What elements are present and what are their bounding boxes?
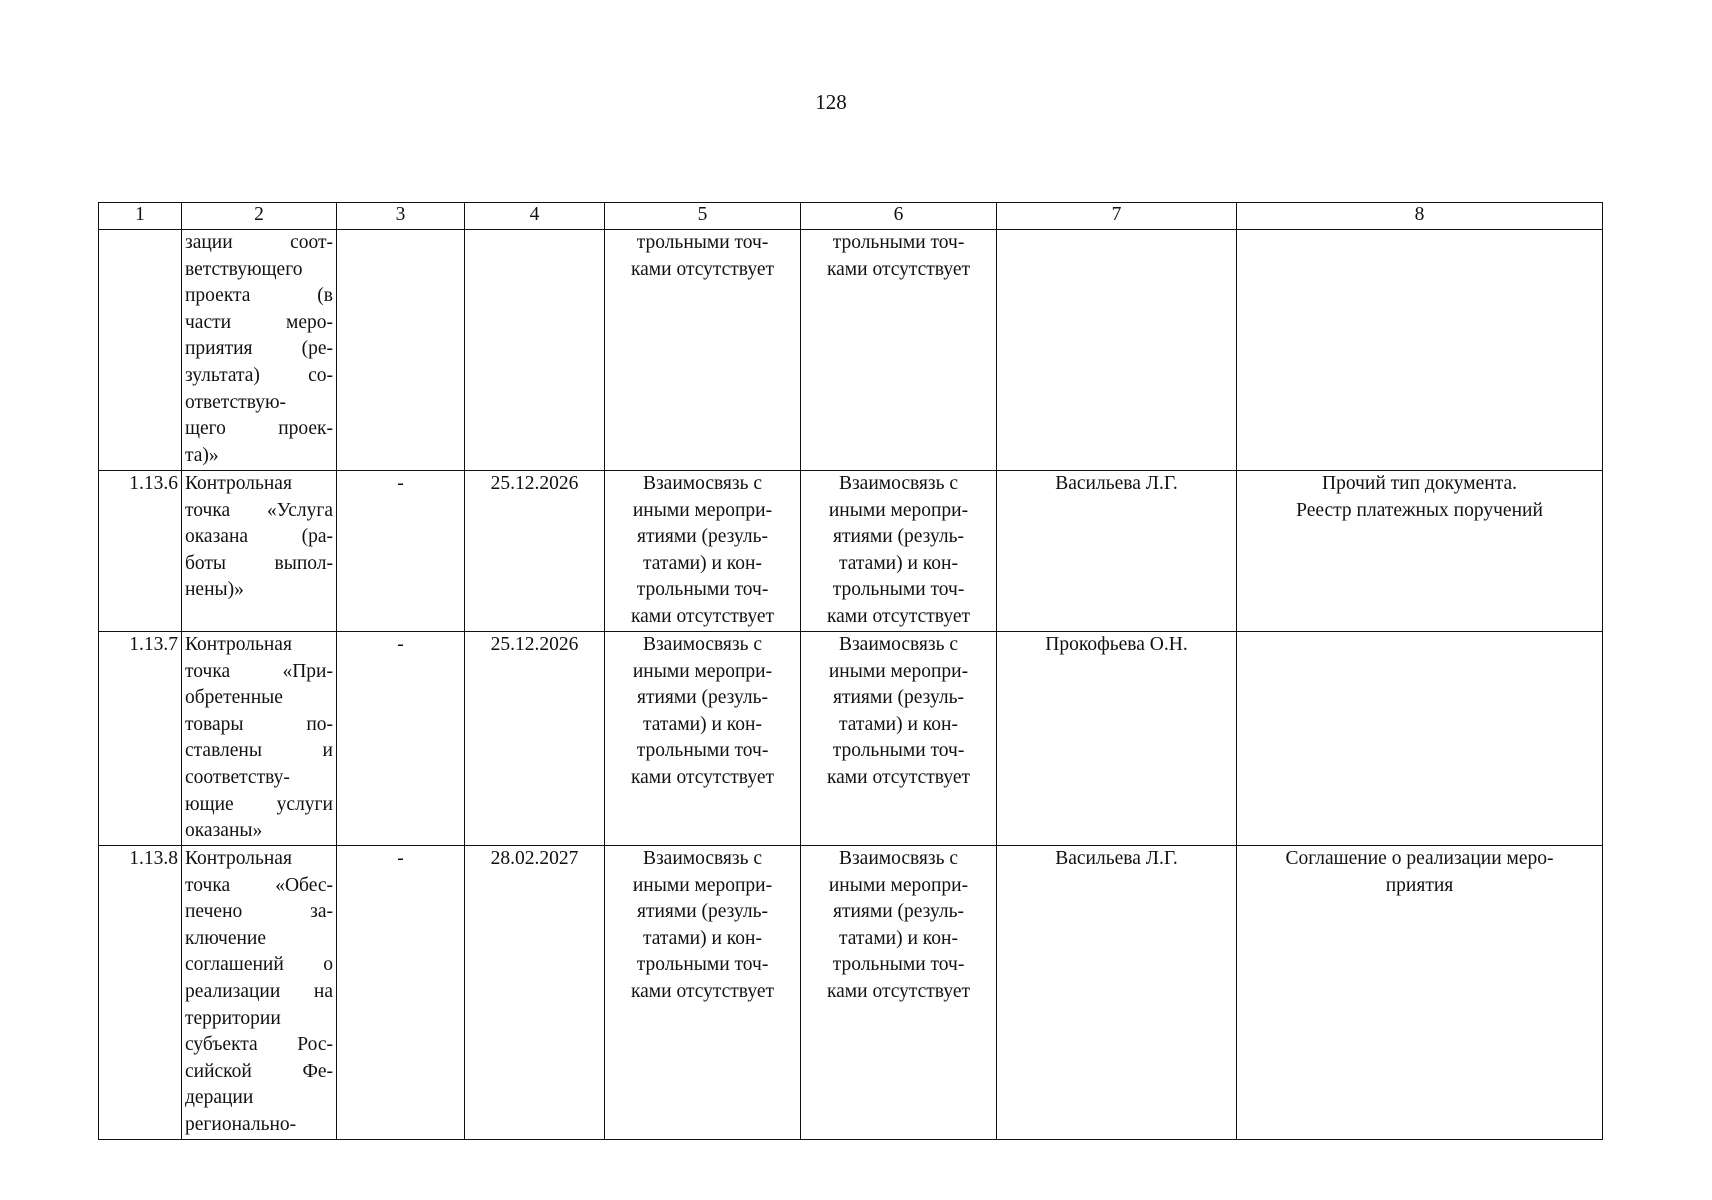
column-number: 7 [997, 203, 1237, 230]
item-name [182, 846, 337, 1140]
item-relation-predecessors-line: ками отсутствует [630, 980, 775, 1002]
item-responsible [997, 230, 1237, 471]
column-number: 3 [337, 203, 465, 230]
column-number: 4 [465, 203, 605, 230]
item-relation-predecessors-line: Взаимосвязь с [642, 634, 763, 655]
item-relation-successors-line: ками отсутствует [826, 980, 971, 1002]
item-col3: - [337, 846, 465, 1140]
item-name-line: печено за- [185, 901, 333, 923]
page-number: 128 [815, 90, 847, 114]
column-number: 8 [1237, 203, 1603, 230]
item-name-line: точка «Обес- [185, 874, 333, 896]
item-number: 1.13.8 [99, 846, 182, 1140]
item-document-line: приятия [1385, 874, 1454, 896]
item-name-line: регионально- [185, 1113, 297, 1135]
item-relation-predecessors-line: татами) и кон- [643, 927, 762, 949]
column-number-row [99, 203, 1603, 230]
item-number [99, 230, 182, 471]
item-col3: - [337, 471, 465, 632]
item-relation-predecessors [605, 846, 801, 1140]
item-name-line: обретенные [185, 687, 283, 709]
item-relation-successors [801, 846, 997, 1140]
item-name-line: соответству- [185, 766, 290, 788]
item-relation-successors-line: ками отсутствует [826, 766, 971, 788]
item-name-line: оказаны» [185, 820, 263, 842]
item-relation-predecessors-line: ятиями (резуль- [637, 526, 768, 548]
item-name-line: ветствующего [185, 258, 303, 280]
item-name-line: ответствую- [185, 391, 287, 413]
item-name-line: щего проек- [185, 418, 333, 440]
item-name-line: территории [185, 1007, 281, 1029]
item-name-line: точка «При- [185, 660, 333, 682]
item-relation-predecessors-line: трольными точ- [636, 954, 769, 976]
item-name-line: дерации [185, 1087, 254, 1109]
item-name-line: ющие услуги [185, 793, 333, 815]
item-relation-successors-line: Взаимосвязь с [838, 848, 959, 869]
item-relation-predecessors-line: татами) и кон- [643, 552, 762, 574]
item-number: 1.13.6 [99, 471, 182, 632]
item-name-line: сийской Фе- [185, 1060, 333, 1082]
column-number: 1 [99, 203, 182, 230]
item-relation-predecessors-line: трольными точ- [636, 232, 769, 253]
item-date: 25.12.2026 [465, 471, 605, 632]
item-relation-predecessors [605, 632, 801, 846]
table-row [99, 846, 1603, 1140]
item-relation-predecessors-line: иными меропри- [632, 660, 773, 682]
item-document-line: Прочий тип документа. [1322, 473, 1517, 494]
column-number: 2 [182, 203, 337, 230]
item-relation-successors-line: ками отсутствует [826, 258, 971, 280]
item-name-line: точка «Услуга [185, 499, 333, 521]
item-name-line: ставлены и [185, 740, 333, 762]
item-relation-successors-line: иными меропри- [828, 660, 969, 682]
item-date: 28.02.2027 [465, 846, 605, 1140]
table-row [99, 632, 1603, 846]
item-name-line: приятия (ре- [185, 338, 333, 360]
item-name-line: оказана (ра- [185, 526, 333, 548]
item-relation-successors-line: ятиями (резуль- [833, 687, 964, 709]
item-name-line: зации соот- [185, 232, 333, 253]
item-relation-predecessors-line: иными меропри- [632, 874, 773, 896]
item-name [182, 471, 337, 632]
item-name-line: части меро- [185, 311, 333, 333]
item-name-line: Контрольная [185, 473, 292, 494]
column-number: 6 [801, 203, 997, 230]
item-document [1237, 230, 1603, 471]
item-relation-predecessors [605, 471, 801, 632]
item-date: 25.12.2026 [465, 632, 605, 846]
item-relation-successors-line: ятиями (резуль- [833, 526, 964, 548]
item-document [1237, 846, 1603, 1140]
item-relation-successors-line: татами) и кон- [839, 552, 958, 574]
item-name-line: нены)» [185, 579, 244, 601]
item-relation-predecessors-line: ками отсутствует [630, 605, 775, 627]
column-number: 5 [605, 203, 801, 230]
item-relation-successors-line: трольными точ- [832, 579, 965, 601]
item-name-line: товары по- [185, 713, 333, 735]
item-name-line: Контрольная [185, 634, 292, 655]
item-document [1237, 632, 1603, 846]
item-relation-successors-line: Взаимосвязь с [838, 634, 959, 655]
table-row [99, 471, 1603, 632]
item-name-line: проекта (в [185, 285, 333, 307]
item-relation-predecessors-line: трольными точ- [636, 579, 769, 601]
item-relation-predecessors [605, 230, 801, 471]
item-name [182, 632, 337, 846]
item-name-line: ключение [185, 927, 267, 949]
item-relation-successors [801, 471, 997, 632]
item-relation-predecessors-line: татами) и кон- [643, 713, 762, 735]
item-name-line: боты выпол- [185, 552, 333, 574]
item-document [1237, 471, 1603, 632]
item-relation-successors-line: иными меропри- [828, 874, 969, 896]
item-name-line: Контрольная [185, 848, 292, 869]
item-name-line: субъекта Рос- [185, 1034, 333, 1056]
item-relation-successors-line: трольными точ- [832, 740, 965, 762]
item-name-line: соглашений о [185, 954, 333, 976]
item-col3 [337, 230, 465, 471]
item-relation-predecessors-line: трольными точ- [636, 740, 769, 762]
item-responsible: Прокофьева О.Н. [997, 632, 1237, 846]
item-name [182, 230, 337, 471]
item-relation-successors-line: татами) и кон- [839, 713, 958, 735]
item-responsible: Васильева Л.Г. [997, 846, 1237, 1140]
item-relation-predecessors-line: ятиями (резуль- [637, 901, 768, 923]
item-relation-predecessors-line: Взаимосвязь с [642, 848, 763, 869]
item-relation-predecessors-line: ками отсутствует [630, 258, 775, 280]
item-relation-successors-line: ятиями (резуль- [833, 901, 964, 923]
item-number: 1.13.7 [99, 632, 182, 846]
item-responsible: Васильева Л.Г. [997, 471, 1237, 632]
item-name-line: зультата) со- [185, 364, 333, 386]
table-row [99, 230, 1603, 471]
item-name-line: реализации на [185, 980, 333, 1002]
item-relation-successors-line: татами) и кон- [839, 927, 958, 949]
item-date [465, 230, 605, 471]
document-table [98, 202, 1603, 1140]
item-name-line: та)» [185, 444, 219, 466]
item-col3: - [337, 632, 465, 846]
item-document-line: Соглашение о реализации меро- [1285, 848, 1554, 869]
item-relation-successors-line: иными меропри- [828, 499, 969, 521]
item-relation-successors-line: Взаимосвязь с [838, 473, 959, 494]
item-relation-successors [801, 230, 997, 471]
item-relation-predecessors-line: ятиями (резуль- [637, 687, 768, 709]
item-relation-successors [801, 632, 997, 846]
item-relation-predecessors-line: Взаимосвязь с [642, 473, 763, 494]
item-relation-successors-line: трольными точ- [832, 232, 965, 253]
item-relation-predecessors-line: ками отсутствует [630, 766, 775, 788]
item-relation-predecessors-line: иными меропри- [632, 499, 773, 521]
item-relation-successors-line: ками отсутствует [826, 605, 971, 627]
item-document-line: Реестр платежных поручений [1296, 499, 1543, 521]
item-relation-successors-line: трольными точ- [832, 954, 965, 976]
